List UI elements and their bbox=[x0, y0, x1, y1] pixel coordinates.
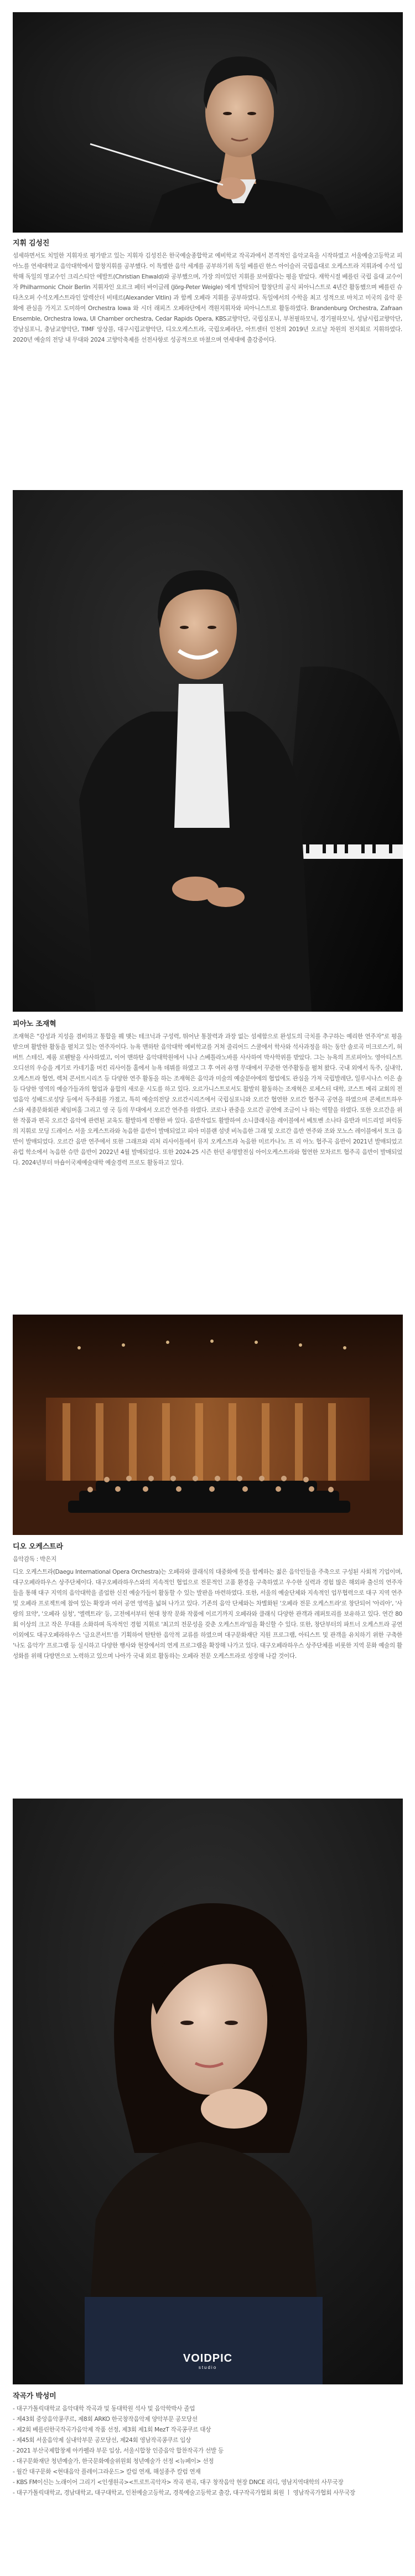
watermark-brand: VOIDPIC bbox=[183, 2352, 233, 2364]
watermark bbox=[13, 2352, 403, 2370]
pianist-name: 피아노 조재혁 bbox=[13, 1020, 56, 1028]
composer-credit: - 제2회 베를린한국작곡가음악제 작품 선정, 제3회 제1회 MezT 작곡콩쿠르 대상 bbox=[13, 2426, 211, 2433]
pianist-bio bbox=[13, 1018, 402, 1168]
composer-credit: - 대구문화재단 청년예술가, 한국문화예술위원회 청년예술가 선정 <뉴페이> 선정 bbox=[13, 2458, 214, 2465]
orchestra-photo bbox=[13, 1315, 403, 1535]
pianist-description: 조재혁은 "감성과 지성을 겸비하고 통합을 꿰 맺는 테크닉과 구성력, 뛰어난 통찰력과 과장 없는 섬세함으로 완성도의 극치를 추구하는 예리한 연주자"로 평을 받으며 활발한 활동을 펼치고 있는 연주자이다. 뉴욕 맨하탄 음악대학 예비학교를 거쳐 줄리어드 스쿨에서 학사와 석사과정을 하는 동안 솔로곡 미크로스키, 허버트 스테신, 제롬 로웬탈을 사사하였고, 이어 맨하탄 음악대학원에서 니나 스베틀라노바를 사사하여 박사학위를 받았다. 그는 뉴욕의 프로피아노 영아티스트 오디션의 우승을 계기로 카네기홀 머킨 리사이틀 홀에서 뉴욕 데뷔를 하였고 그 후 여러 유명 무대에서 꾸준한 연주활동을 펼쳐 왔다. 국내 외에서 독주, 실내악, 오케스트라 협연, 렉처 콘서트시리즈 등 다양한 연주 활동을 하는 조재혁은 음악과 미술의 예술분야에의 협업에도 관심을 가져 국립발레단, 일루시나스 이은 솔등 다양한 영역의 예술가들과의 협업과 융합의 새로운 시도를 하고 있다. 오르가니스트로서도 활발히 활동하는 조재혁은 로체스터 대학, 코스트 메리 교회의 전업음악 성배드로성당 등에서 독주회를 가졌고, 특히 예술의전당 오르간시리즈에서 국립심포니와 오르간 협연한 오르간 협주곡 공연을 하였으며 콘체르트하우스와 세종문화회관 체임버홀 그리고 영 국 등의 무대에서 오르간 연주를 하였다. 코로나 관중을 오르간 공연에 조금이 나 하는 역할을 하였다. 또한 오르간을 위한 작품과 편곡 오르간 음악에 관련된 교육도 활발하게 진행한 바 있다. 음반작업도 활발하여 소니클래식을 레이블에서 베토벤 소나타 음반과 미드리얼 퍼럭동의 지휘로 모딩 드레이스 서울 오케스트라와 녹음한 음반이 발매되었고 피아 미블랜 섬넷 비녹음한 그래 및 오르간 음반 연주와 조와 모노스 레이블에서 토크 음반이 발매되었다. 오르간 음반 연주에서 또한 그래프와 리처 리사이틀에서 뮤지 오케스트라 녹음한 미르카나노 프 리 아노 협주곡 음반이 2021년 발매되었고 유럽 학소에서 녹음한 슈만 음반이 2022년 4월 발매되었다. 또한 2024-25 시즌 한던 유명발전심 아이오케스트라와 협연한 모차르트 협주곡 음반이 발매되었다. 2024년부터 마숍이국제예술대학 예술경력 프로도 활동하고 있다. bbox=[13, 1033, 402, 1166]
conductor-bio bbox=[13, 237, 402, 346]
composer-credit: - 월간 대구문화 <현대음악 플레이그라운드> 칼럼 연재, 해설종주 칼럼 연재 bbox=[13, 2469, 201, 2475]
composer-credit: - 대구가톨릭대학교 음악대학 작곡과 및 동대학원 석사 및 음악학박사 졸업 bbox=[13, 2405, 195, 2412]
composer-credits bbox=[13, 2404, 402, 2498]
orchestra-music-director: 음악감독 : 박은지 bbox=[13, 1556, 56, 1563]
conductor-photo bbox=[13, 12, 403, 233]
composer-credit: - 제43회 중앙음악콩쿠르, 제8회 ARKO 한국창작음악제 양악부문 공모당선 bbox=[13, 2416, 198, 2423]
conductor-description: 섬세하면서도 치밀한 지휘자로 평가받고 있는 지휘자 김성진은 한국예술종합학교 예비학교 작곡과에서 본격적인 음악교육을 시작하였고 서울예술고등학교 피아노를 연세대학교 음악대학에서 합창지휘를 공부했다. 이 특별한 음악 세계를 공부하기위 독일 베를린 한스 아이슬러 국립음대로 오케스트라 지휘과에 수석 입학해 독일의 명교수인 크리스티안 에발트(Christian Ehwald)와 공부했으며, 가장 의미있던 지휘를 보여줬다는 평을 받았다. 재학시절 베를린 국립 음대 교수이자 Philharmonic Choir Berlin 지휘자인 요르크 페터 바이글레 (Jörg-Peter Weigle) 에게 발탁되어 합창단의 공식 피아니스트로 4년간 활동했으며 베를린 슈타츠오퍼 수석오케스트라인 알렉산더 비테르(Alexander Vitlin) 과 함께 오페라 지휘를 공부하였다. 독일에서의 수학을 최고 성적으로 마치고 미국의 음악 문화에 관심을 가지고 도미하여 Orchestra Iowa 와 시더 래피즈 오페라단에서 객원지휘자와 피아니스트로 활동하였다. Brandenburg Orchestra, Zafraan Ensemble, Orchestra Iowa, UI Chamber orchestra, Cedar Rapids Opera, KBS교향악단, 국립심포니, 부천필하모닉, 경기필하모닉, 성남시립교향악단, 강남심포니, 충남교향악단, TIMF 앙상블, 대구시립교향악단, 디오오케스트라, 국립오페라단, 아트센터 인천의 2019년 오르날 차원의 전지회로 지휘하였다. 2020년 예술의 전당 내 무대와 2024 고향악축제를 선전사항로 성공적으로 마쳤으며 연세대에 출강중이다. bbox=[13, 253, 402, 343]
composer-photo bbox=[13, 1799, 403, 2384]
composer-credit: - 제45회 서울음악제 실내악부문 공모당선, 제24회 영남작곡콩쿠르 입상 bbox=[13, 2437, 191, 2444]
orchestra-bio bbox=[13, 1541, 402, 1662]
orchestra-description: 디오 오케스트라(Daegu International Opera Orchestra)는 오페라와 클래식의 대중화에 뜻을 함께하는 젊은 음악인들을 주축으로 구성된 사회적 기업이며, 대구오페라하우스 상주단체이다. 대구오페라하우스와의 지속적인 협업으로 전문적인 고품 환경을 구축하였고 우수한 실력과 경험 많은 해외파 출신의 연주자들을 통해 대구 지역의 음악대학을 졸업한 신진 예술가들이 활동할 수 있는 발판을 마련하였다. 또한, 서울의 예술단체와 지속적인 업무협력으로 대구 지역 연주 및 오페라 프로젝트에 참여 있는 확장과 여러 공연 영역을 넓혀 나가고 있다. 기존의 음악 단체와는 차별화된 '오페라 전문 오케스트라'로 창단되어 '아리아', '사랑의 묘약', '오페라 심청', '엘렉트라' 등, 고전에서부터 현대 창작 문화 작품에 이르기까지 오페라와 클래식 다양한 관객과 레퍼토리를 보유하고 있다. 연간 80회 이상의 크고 작은 무대를 소화하며 독자적인 경험 지휘로 '최고의 전문성을 갖춘 오케스트라'임을 확신할 수 있다. 또한, 창단부터의 파트너 오케스트라 공연 이외에도 대구오페라하우스 '금요콘서트'를 기획하여 탄탄한 음악적 교류를 하였으며 대구문화재단 지원 프로그램, 아티스트 및 관객을 유치하기 위한 구축한 '나도 음악가' 프로그램 등 실시하고 다양한 행사와 현장에서의 연계 프로그램을 확장해 나가고 있다. 대구오페라하우스 상주단체를 비롯한 지역 문화 예술의 활성화를 위해 다방면으로 노력하고 있으며 나아가 국내 외로 활동하는 오페라 전문 오케스트라로 성장해 나갈 것이다. bbox=[13, 1569, 402, 1660]
orchestra-name: 디오 오케스트라 bbox=[13, 1543, 63, 1551]
watermark-sub: studio bbox=[198, 2365, 217, 2370]
composer-bio bbox=[13, 2390, 402, 2498]
composer-name: 작곡가 박성미 bbox=[13, 2392, 56, 2400]
conductor-name: 지휘 김성진 bbox=[13, 239, 50, 248]
composer-credit: - KBS FM이신는 노래이어 그리기 <인생원곡><트로트곡악자> 작곡 편곡, 대구 창작음악 현장 DNCE 리디, 영남지역대학의 사무국장 bbox=[13, 2479, 344, 2486]
composer-credit: - 2021 부산국제합창제 아카펠라 부문 입상, 서울시합창 인증음악 합찬작곡가 선발 등 bbox=[13, 2448, 224, 2454]
pianist-photo bbox=[13, 490, 403, 1012]
composer-credit: - 대구가톨릭대학교, 경남대학교, 대구대학교, 인천예술고등학교, 경북예술고등학교 출강, 대구작곡가협회 회원 ㅣ 영남작곡가협회 사무국장 bbox=[13, 2490, 355, 2496]
